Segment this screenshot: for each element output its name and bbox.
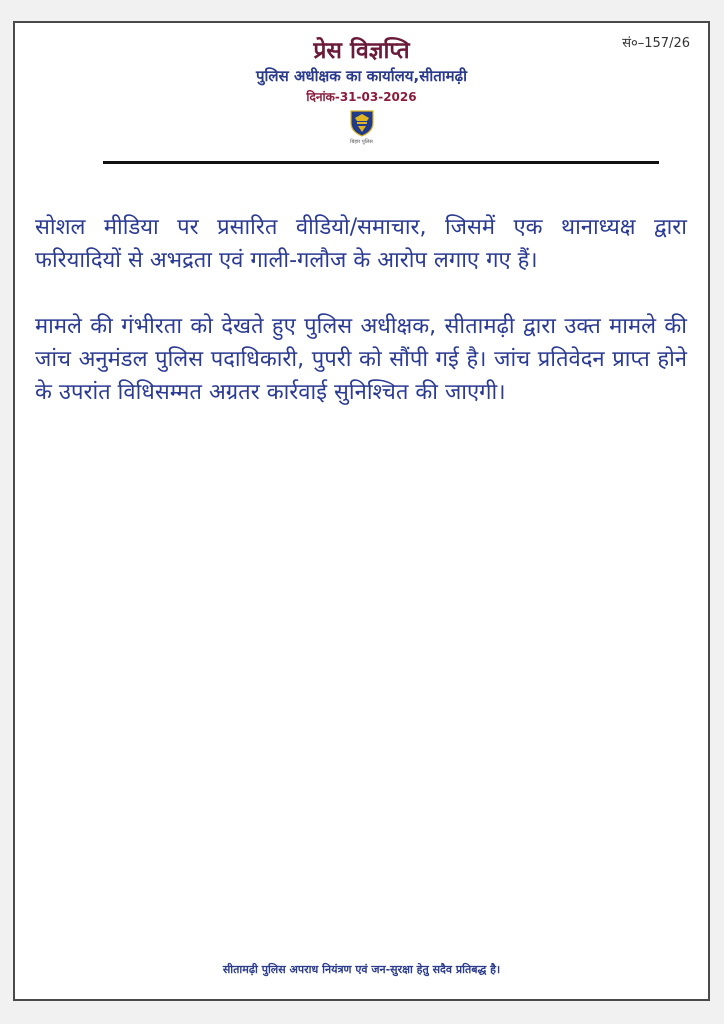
emblem-caption: बिहार पुलिस [350,139,373,145]
reference-number: सं०–157/26 [622,36,690,51]
release-body [35,211,687,442]
date-line: दिनांक-31-03-2026 [306,90,417,104]
paragraph-1: सोशल मीडिया पर प्रसारित वीडियो/समाचार, जिसमें एक थानाध्यक्ष द्वारा फरियादियों से अभद्रता एवं गाली-गलौज के आरोप लगाए गए हैं। [35,215,687,273]
letterhead [15,37,708,146]
press-release-page [13,21,710,1001]
bihar-police-emblem-icon [349,109,375,137]
footer-slogan: सीतामढ़ी पुलिस अपराध नियंत्रण एवं जन-सुरक्षा हेतु सदैव प्रतिबद्ध है। [222,963,501,976]
paragraph-2: मामले की गंभीरता को देखते हुए पुलिस अधीक्षक, सीतामढ़ी द्वारा उक्त मामले की जांच अनुमंडल पुलिस पदाधिकारी, पुपरी को सौंपी गई है। जांच प्रतिवेदन प्राप्त होने के उपरांत विधिसम्मत अग्रतर कार्रवाई सुनिश्चित की जाएगी। [35,314,687,405]
office-name: पुलिस अधीक्षक का कार्यालय,सीतामढ़ी [256,67,467,85]
document-title: प्रेस विज्ञप्ति [313,38,410,64]
header-divider [103,161,659,164]
